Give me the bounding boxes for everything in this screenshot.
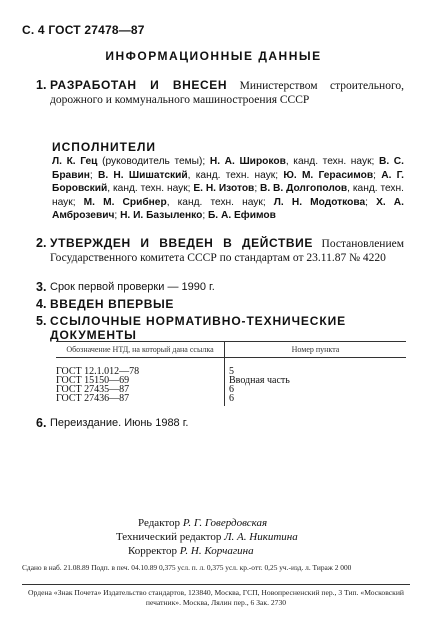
imprint-text: Сдано в наб. 21.08.89 Подп. в печ. 04.10.89 0,375 усл. п. л. 0,375 усл. кр.-отт. 0,25 уч.-изд. л. Тираж 2 000: [22, 563, 352, 572]
performers-list: [52, 155, 404, 223]
section-2: [36, 236, 404, 265]
performer-name: В. В. Долгополов: [260, 183, 348, 194]
performer-name: Ю. М. Герасимов: [283, 169, 374, 181]
section-2-lead: УТВЕРЖДЕН И ВВЕДЕН В ДЕЙСТВИЕ: [50, 236, 313, 250]
table-row: [56, 394, 406, 406]
ref-doc: ГОСТ 12.1.012—78: [56, 358, 225, 377]
ref-col-document: Обозначение НТД, на который дана ссылка: [56, 342, 225, 358]
performer-name: В. С. Бравин: [52, 156, 404, 181]
section-1-number: 1.: [36, 78, 47, 92]
ref-item: 6: [229, 393, 234, 404]
section-3: [36, 280, 404, 294]
printer-info: Ордена «Знак Почета» Издательство стандартов, 123840, Москва, ГСП, Новопресненский пер., 3 Тип. «Московский печатник». Москва, Лялин пер., 6 Зак. 2730: [28, 588, 404, 607]
performer-name: Б. А. Ефимов: [207, 210, 276, 221]
section-4-lead: ВВЕДЕН ВПЕРВЫЕ: [50, 297, 175, 311]
performer-role: ;: [373, 169, 382, 181]
credit-editor: Редактор Р. Г. Говердовская: [138, 517, 268, 529]
section-6: [36, 416, 404, 430]
ref-item: 5: [229, 366, 234, 377]
section-1-lead: РАЗРАБОТАН И ВНЕСЕН: [50, 78, 228, 92]
section-4-number: 4.: [36, 297, 47, 311]
imprint-divider: [22, 584, 410, 585]
performer-role: , канд. техн. наук;: [187, 169, 284, 181]
performer-role: ;: [365, 196, 377, 208]
performer-role: ;: [89, 169, 98, 181]
performer-role: ;: [114, 210, 121, 221]
ref-doc: ГОСТ 27436—87: [56, 394, 225, 406]
performer-role: , канд. техн. наук;: [285, 156, 379, 167]
performer-role: , канд. техн. наук;: [52, 183, 404, 208]
page-header: С. 4 ГОСТ 27478—87: [22, 23, 145, 37]
performer-name: Е. Н. Изотов: [193, 183, 255, 194]
performer-role: , канд. техн. наук;: [107, 183, 194, 194]
document-title: ИНФОРМАЦИОННЫЕ ДАННЫЕ: [105, 49, 322, 63]
performer-name: М. М. Срибнер: [83, 196, 167, 208]
section-3-number: 3.: [36, 280, 47, 294]
performer-name: А. Г. Боровский: [52, 169, 405, 194]
section-5-lead: ССЫЛОЧНЫЕ НОРМАТИВНО-ТЕХНИЧЕСКИЕ ДОКУМЕНТЫ: [50, 314, 347, 342]
performer-role: (руководитель темы);: [97, 156, 210, 167]
section-3-text: Срок первой проверки — 1990 г.: [50, 281, 215, 293]
ref-doc: ГОСТ 15150—69: [56, 376, 225, 385]
section-1-text: Министерством строительного, дорожного и коммунального машиностроения СССР: [50, 80, 404, 106]
ref-item: 6: [229, 384, 234, 395]
performer-name: Л. К. Гец: [52, 156, 98, 167]
references-table: [56, 341, 406, 406]
performer-name: Н. А. Широков: [209, 156, 286, 167]
credit-tech-editor: Технический редактор Л. А. Никитина: [116, 531, 298, 543]
table-row: [56, 358, 406, 377]
performer-name: В. Н. Шишатский: [97, 169, 188, 181]
performer-name: Н. И. Базыленко: [120, 210, 203, 221]
performers-heading: ИСПОЛНИТЕЛИ: [52, 140, 157, 154]
ref-doc: ГОСТ 27435—87: [56, 385, 225, 394]
section-2-text: Постановлением Государственного комитета СССР по стандартам от 23.11.87 № 4220: [50, 238, 404, 264]
performer-role: ;: [254, 183, 260, 194]
ref-item: Вводная часть: [229, 375, 290, 386]
performer-name: Х. А. Амброзевич: [52, 196, 404, 221]
section-6-number: 6.: [36, 416, 47, 430]
performer-name: Л. Н. Модоткова: [273, 196, 366, 208]
section-2-number: 2.: [36, 236, 47, 250]
section-4: [36, 297, 404, 311]
section-6-text: Переиздание. Июнь 1988 г.: [50, 417, 189, 429]
performer-role: , канд. техн. наук;: [166, 196, 274, 208]
credits-block: [116, 516, 376, 558]
section-1: [36, 78, 404, 107]
credit-proofreader: Корректор Р. Н. Корчагина: [128, 545, 254, 557]
section-5-number: 5.: [36, 314, 47, 328]
ref-col-item: Номер пункта: [225, 342, 407, 358]
performer-role: ;: [202, 210, 208, 221]
section-5: [36, 314, 404, 342]
